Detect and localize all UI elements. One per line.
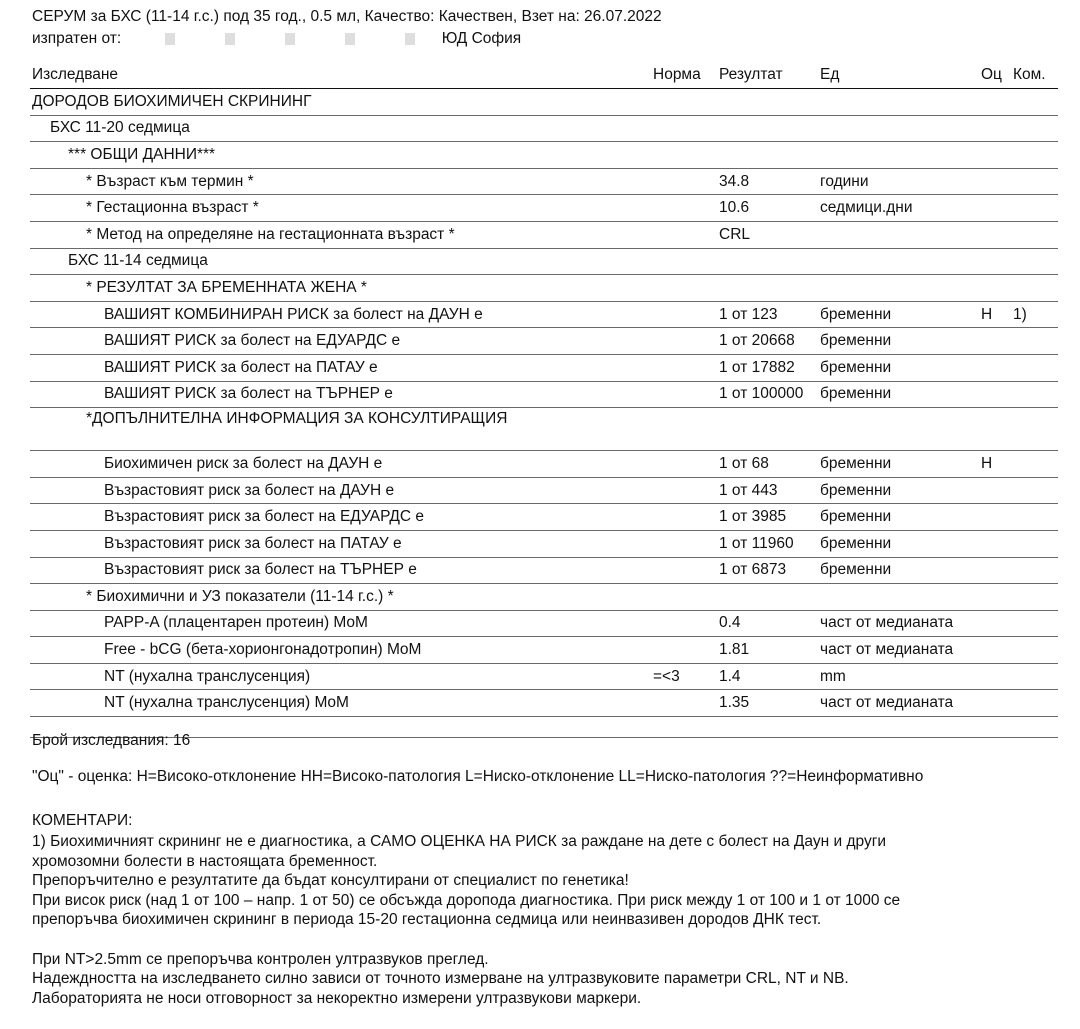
cell-unit: бременни (818, 504, 979, 531)
cell-eval (979, 328, 1011, 355)
cell-norm: =<3 (651, 663, 717, 690)
cell-test-name: БХС 11-14 седмица (30, 248, 651, 275)
cell-norm (651, 584, 717, 611)
cell-result: 1 от 68 (717, 451, 818, 478)
cell-result: 1 от 3985 (717, 504, 818, 531)
cell-test-name: ВАШИЯТ РИСК за болест на ЕДУАРДС е (30, 328, 651, 355)
col-header-eval: Оц (979, 62, 1011, 89)
cell-test-name: * РЕЗУЛТАТ ЗА БРЕМЕННАТА ЖЕНА * (30, 275, 651, 302)
cell-eval (979, 142, 1011, 169)
comment-line: При NT>2.5mm се препоръчва контролен ултразвуков преглед. (32, 950, 489, 968)
cell-comment (1011, 381, 1058, 408)
cell-unit: бременни (818, 301, 979, 328)
table-row (30, 451, 1058, 478)
cell-test-name: Възрастовият риск за болест на ТЪРНЕР е (30, 557, 651, 584)
comment-line: При висок риск (над 1 от 100 – напр. 1 от 50) се обсъжда доропода диагностика. При риск между 1 от 100 и 1 от 1000 се (32, 891, 901, 909)
cell-comment (1011, 663, 1058, 690)
cell-result: 1 от 11960 (717, 530, 818, 557)
cell-unit: години (818, 168, 979, 195)
cell-norm (651, 637, 717, 664)
table-row (30, 381, 1058, 408)
cell-eval (979, 408, 1011, 451)
cell-norm (651, 530, 717, 557)
col-header-result: Резултат (717, 62, 818, 89)
comment-line: препоръчва биохимичен скрининг в периода 15-20 гестационна седмица или неинвазивен дородов ДНК тест. (32, 911, 822, 929)
table-row (30, 354, 1058, 381)
cell-unit (818, 248, 979, 275)
cell-comment (1011, 354, 1058, 381)
col-header-norm: Норма (651, 62, 717, 89)
cell-comment (1011, 584, 1058, 611)
cell-eval (979, 663, 1011, 690)
cell-test-name: Биохимичен риск за болест на ДАУН е (30, 451, 651, 478)
cell-comment (1011, 557, 1058, 584)
cell-test-name: *ДОПЪЛНИТЕЛНА ИНФОРМАЦИЯ ЗА КОНСУЛТИРАЩИЯ (30, 408, 651, 451)
cell-test-name: * Биохимични и УЗ показатели (11-14 г.с.) * (30, 584, 651, 611)
cell-eval (979, 690, 1011, 717)
cell-unit (818, 408, 979, 451)
cell-comment (1011, 328, 1058, 355)
cell-unit (818, 584, 979, 611)
cell-eval (979, 248, 1011, 275)
cell-result: 1.81 (717, 637, 818, 664)
cell-unit (818, 717, 979, 738)
cell-test-name: *** ОБЩИ ДАННИ*** (30, 142, 651, 169)
cell-eval (979, 530, 1011, 557)
cell-test-name: NT (нухална транслусенция) (30, 663, 651, 690)
cell-unit (818, 221, 979, 248)
cell-result: 1 от 20668 (717, 328, 818, 355)
cell-norm (651, 408, 717, 451)
cell-result: 1 от 6873 (717, 557, 818, 584)
cell-norm (651, 690, 717, 717)
cell-eval (979, 354, 1011, 381)
comments-title: КОМЕНТАРИ: (32, 812, 133, 829)
cell-unit: mm (818, 663, 979, 690)
table-row (30, 504, 1058, 531)
test-count: Брой изследвания: 16 (32, 732, 191, 749)
cell-comment (1011, 477, 1058, 504)
table-row (30, 89, 1058, 116)
cell-norm (651, 504, 717, 531)
cell-result: 34.8 (717, 168, 818, 195)
cell-result (717, 142, 818, 169)
cell-norm (651, 301, 717, 328)
table-row (30, 195, 1058, 222)
cell-norm (651, 451, 717, 478)
cell-eval (979, 504, 1011, 531)
cell-unit: част от медианата (818, 690, 979, 717)
redacted-sender-name (131, 33, 431, 45)
cell-norm (651, 142, 717, 169)
col-header-test: Изследване (30, 62, 651, 89)
cell-result (717, 89, 818, 116)
cell-comment: 1) (1011, 301, 1058, 328)
cell-comment (1011, 275, 1058, 302)
cell-unit: част от медианата (818, 637, 979, 664)
cell-test-name: ВАШИЯТ КОМБИНИРАН РИСК за болест на ДАУН е (30, 301, 651, 328)
cell-unit: бременни (818, 354, 979, 381)
cell-eval (979, 584, 1011, 611)
cell-result: 1.4 (717, 663, 818, 690)
results-body (30, 89, 1058, 738)
cell-comment (1011, 610, 1058, 637)
cell-test-name: ВАШИЯТ РИСК за болест на ПАТАУ е (30, 354, 651, 381)
cell-result: 1 от 100000 (717, 381, 818, 408)
table-header-row (30, 62, 1058, 89)
cell-norm (651, 168, 717, 195)
results-table (30, 62, 1058, 738)
table-row (30, 584, 1058, 611)
cell-norm (651, 195, 717, 222)
sender-line (32, 30, 521, 48)
cell-unit: бременни (818, 530, 979, 557)
cell-result (717, 584, 818, 611)
table-row (30, 637, 1058, 664)
cell-result (717, 275, 818, 302)
cell-eval (979, 557, 1011, 584)
cell-comment (1011, 637, 1058, 664)
cell-comment (1011, 530, 1058, 557)
cell-comment (1011, 504, 1058, 531)
table-row (30, 248, 1058, 275)
cell-eval (979, 115, 1011, 142)
cell-test-name: ВАШИЯТ РИСК за болест на ТЪРНЕР е (30, 381, 651, 408)
cell-norm (651, 717, 717, 738)
comment-line: Надеждността на изследването силно зависи от точното измерване на ултразвуковите параметри CRL, NT и NB. (32, 970, 849, 988)
table-row (30, 275, 1058, 302)
cell-unit (818, 115, 979, 142)
cell-comment (1011, 690, 1058, 717)
col-header-unit: Ед (818, 62, 979, 89)
cell-eval (979, 381, 1011, 408)
cell-test-name: Free - bCG (бета-хорионгонадотропин) MoM (30, 637, 651, 664)
cell-eval (979, 610, 1011, 637)
cell-norm (651, 275, 717, 302)
cell-comment (1011, 408, 1058, 451)
cell-result: 1 от 123 (717, 301, 818, 328)
cell-result (717, 248, 818, 275)
cell-eval (979, 195, 1011, 222)
cell-norm (651, 557, 717, 584)
cell-test-name: БХС 11-20 седмица (30, 115, 651, 142)
cell-test-name: Възрастовият риск за болест на ЕДУАРДС е (30, 504, 651, 531)
cell-comment (1011, 717, 1058, 738)
evaluation-legend: "Оц" - оценка: H=Високо-отклонение HH=Високо-патология L=Ниско-отклонение LL=Ниско-патология ??=Неинформативно (32, 768, 924, 785)
cell-comment (1011, 221, 1058, 248)
cell-result: 1 от 17882 (717, 354, 818, 381)
cell-norm (651, 115, 717, 142)
comment-line (32, 930, 1052, 950)
cell-test-name: ДОРОДОВ БИОХИМИЧЕН СКРИНИНГ (30, 89, 651, 116)
cell-result (717, 408, 818, 451)
cell-result: 10.6 (717, 195, 818, 222)
table-row (30, 610, 1058, 637)
table-row (30, 301, 1058, 328)
cell-eval (979, 275, 1011, 302)
cell-norm (651, 89, 717, 116)
sender-label: изпратен от: (32, 30, 122, 47)
cell-test-name: NT (нухална транслусенция) MoM (30, 690, 651, 717)
cell-eval (979, 477, 1011, 504)
cell-unit: бременни (818, 477, 979, 504)
cell-result (717, 717, 818, 738)
cell-comment (1011, 89, 1058, 116)
cell-norm (651, 354, 717, 381)
cell-unit: бременни (818, 328, 979, 355)
cell-eval: Н (979, 451, 1011, 478)
table-row (30, 530, 1058, 557)
cell-norm (651, 328, 717, 355)
comments-block (32, 832, 1052, 1008)
col-header-comment: Ком. (1011, 62, 1058, 89)
cell-comment (1011, 115, 1058, 142)
cell-result (717, 115, 818, 142)
table-row (30, 690, 1058, 717)
cell-unit: седмици.дни (818, 195, 979, 222)
table-row (30, 221, 1058, 248)
sample-info-line: СЕРУМ за БХС (11-14 г.с.) под 35 год., 0.5 мл, Качество: Качествен, Взет на: 26.07.2022 (32, 8, 662, 25)
cell-eval (979, 717, 1011, 738)
cell-comment (1011, 195, 1058, 222)
cell-unit: бременни (818, 557, 979, 584)
cell-eval (979, 637, 1011, 664)
cell-test-name: * Метод на определяне на гестационната възраст * (30, 221, 651, 248)
table-row (30, 408, 1058, 451)
sender-city: ЮД София (441, 30, 522, 47)
cell-test-name: Възрастовият риск за болест на ДАУН е (30, 477, 651, 504)
cell-unit: част от медианата (818, 610, 979, 637)
cell-unit (818, 142, 979, 169)
cell-result: 1.35 (717, 690, 818, 717)
cell-norm (651, 381, 717, 408)
cell-test-name: * Възраст към термин * (30, 168, 651, 195)
table-row (30, 328, 1058, 355)
cell-comment (1011, 168, 1058, 195)
cell-result: 1 от 443 (717, 477, 818, 504)
cell-eval (979, 89, 1011, 116)
table-row (30, 115, 1058, 142)
comment-line: 1) Биохимичният скрининг не е диагностика, а САМО ОЦЕНКА НА РИСК за раждане на дете с болест на Даун и други (32, 833, 887, 850)
cell-norm (651, 221, 717, 248)
cell-norm (651, 477, 717, 504)
cell-test-name: Възрастовият риск за болест на ПАТАУ е (30, 530, 651, 557)
cell-comment (1011, 451, 1058, 478)
cell-result: CRL (717, 221, 818, 248)
comment-line: хромозомни болести в настоящата бременност. (32, 852, 378, 870)
comment-line: Препоръчително е резултатите да бъдат консултирани от специалист по генетика! (32, 872, 629, 890)
cell-eval (979, 221, 1011, 248)
cell-unit: бременни (818, 451, 979, 478)
table-row (30, 663, 1058, 690)
cell-comment (1011, 142, 1058, 169)
cell-unit: бременни (818, 381, 979, 408)
cell-result: 0.4 (717, 610, 818, 637)
cell-test-name: * Гестационна възраст * (30, 195, 651, 222)
cell-unit (818, 275, 979, 302)
table-row (30, 557, 1058, 584)
table-row (30, 142, 1058, 169)
table-row (30, 477, 1058, 504)
cell-norm (651, 248, 717, 275)
comment-line: Лабораторията не носи отговорност за некоректно измерени ултразвукови маркери. (32, 989, 642, 1007)
table-row (30, 168, 1058, 195)
cell-eval (979, 168, 1011, 195)
cell-norm (651, 610, 717, 637)
cell-eval: Н (979, 301, 1011, 328)
cell-test-name: PAPP-A (плацентарен протеин) MoM (30, 610, 651, 637)
cell-comment (1011, 248, 1058, 275)
cell-unit (818, 89, 979, 116)
